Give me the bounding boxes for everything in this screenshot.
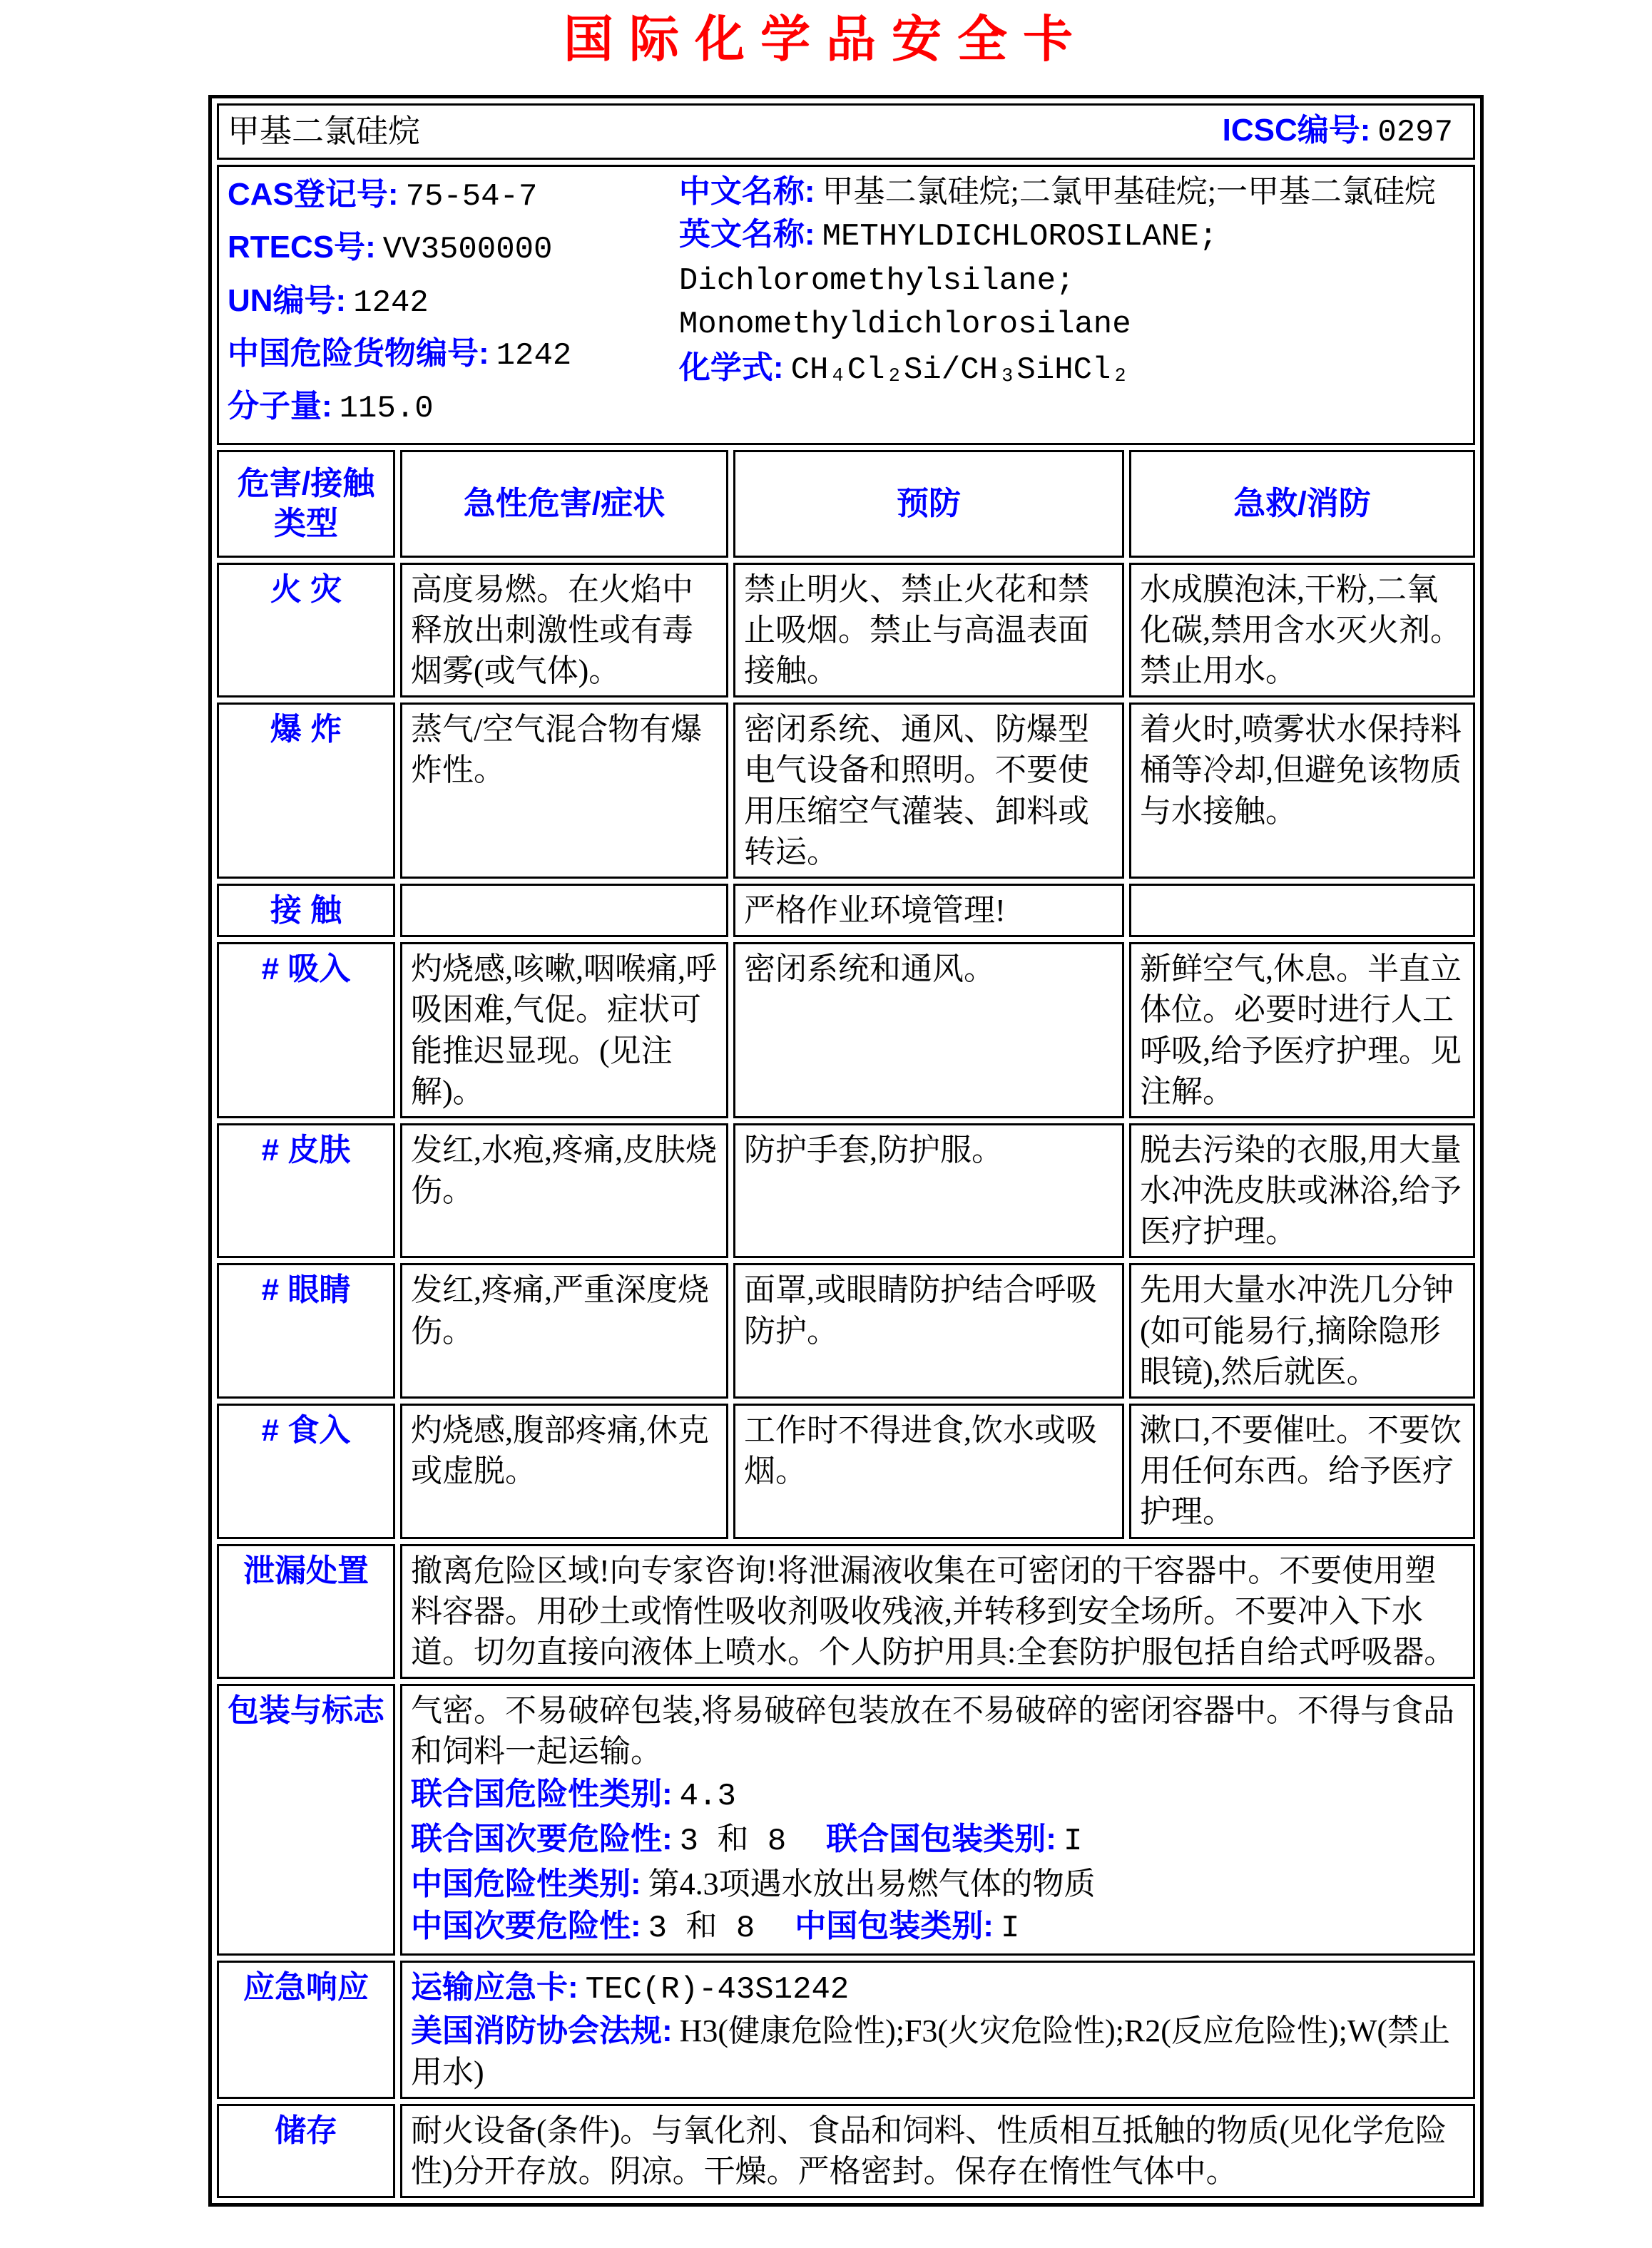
un-label: UN编号: — [228, 282, 347, 318]
ingestion-firstaid-cell: 漱口,不要催吐。不要饮用任何东西。给予医疗护理。 — [1129, 1404, 1475, 1539]
packaging-row — [217, 1684, 1475, 1956]
formula-line — [679, 347, 1464, 391]
hazard-row-skin — [217, 1123, 1475, 1259]
molweight-label: 分子量: — [228, 388, 332, 424]
identification-cell — [217, 165, 1475, 445]
un-subrisk-label: 联合国次要危险性: — [411, 1821, 673, 1856]
inhalation-prevention-cell: 密闭系统和通风。 — [733, 942, 1124, 1118]
hazard-header-row — [217, 450, 1475, 558]
un-subrisk-value: 3 和 8 — [679, 1823, 787, 1859]
exposure-type-label: 接 触 — [217, 884, 395, 937]
chinese-name-label: 中文名称: — [678, 174, 815, 210]
hazard-row-fire — [217, 563, 1475, 698]
substance-header-cell — [217, 103, 1475, 160]
hazard-header-firstaid: 急救/消防 — [1129, 450, 1475, 558]
eyes-symptoms-cell: 发红,疼痛,严重深度烧伤。 — [400, 1263, 728, 1399]
spill-row — [217, 1544, 1475, 1680]
substance-name: 甲基二氯硅烷 — [228, 113, 421, 150]
ingestion-type-label: # 食入 — [217, 1404, 395, 1539]
icsc-card-table — [208, 95, 1484, 2207]
transport-card-line — [411, 1967, 1464, 2011]
explosion-firstaid-cell: 着火时,喷雾状水保持料桶等冷却,但避免该物质与水接触。 — [1129, 702, 1475, 879]
nfpa-line — [411, 2011, 1464, 2092]
icsc-number — [1223, 110, 1464, 153]
chemical-names — [679, 171, 1464, 439]
packaging-line-un-subrisk — [411, 1819, 1464, 1862]
un-hazard-class-value: 4.3 — [679, 1778, 736, 1814]
skin-firstaid-cell: 脱去污染的衣服,用大量水冲洗皮肤或淋浴,给予医疗护理。 — [1129, 1123, 1475, 1259]
nfpa-value: H3(健康危险性);F3(火灾危险性);R2(反应危险性);W(禁止用水) — [411, 2013, 1451, 2090]
cas-label: CAS登记号: — [228, 177, 399, 213]
packaging-line-china-class — [411, 1864, 1464, 1904]
transport-card-value: TEC(R)-43S1242 — [585, 1972, 850, 2008]
spill-text-cell: 撤离危险区域!向专家咨询!将泄漏液收集在可密闭的干容器中。不要使用塑料容器。用砂土或惰性吸收剂吸收残液,并转移到安全场所。不要冲入下水道。切勿直接向液体上喷水。个人防护用具:全套防护服包括自给式呼吸器。 — [400, 1544, 1475, 1680]
storage-label: 储存 — [217, 2104, 395, 2198]
page-title: 国际化学品安全卡 — [564, 11, 1088, 67]
china-subrisk-label: 中国次要危险性: — [411, 1909, 641, 1944]
eyes-firstaid-cell: 先用大量水冲洗几分钟(如可能易行,摘除隐形眼镜),然后就医。 — [1129, 1263, 1475, 1399]
china-dg-value: 1242 — [496, 337, 572, 374]
skin-prevention-cell: 防护手套,防护服。 — [733, 1123, 1124, 1259]
spill-label: 泄漏处置 — [217, 1544, 395, 1680]
identifier-row-china-dg — [228, 333, 679, 377]
hazard-row-inhalation — [217, 942, 1475, 1118]
english-name-value: METHYLDICHLOROSILANE; Dichloromethylsilane; Monomethyldichlorosilane — [678, 219, 1218, 342]
packaging-line-un-class — [411, 1774, 1464, 1817]
inhalation-firstaid-cell: 新鲜空气,休息。半直立体位。必要时进行人工呼吸,给予医疗护理。见注解。 — [1129, 942, 1475, 1118]
explosion-symptoms-cell: 蒸气/空气混合物有爆炸性。 — [400, 702, 728, 879]
china-subrisk-value: 3 和 8 — [648, 1911, 755, 1947]
inhalation-type-label: # 吸入 — [217, 942, 395, 1118]
china-pack-group-value: I — [1000, 1911, 1020, 1947]
hazard-row-explosion — [217, 702, 1475, 879]
ingestion-prevention-cell: 工作时不得进食,饮水或吸烟。 — [733, 1404, 1124, 1539]
chinese-name-line — [679, 171, 1464, 212]
ingestion-symptoms-cell: 灼烧感,腹部疼痛,休克或虚脱。 — [400, 1404, 728, 1539]
inhalation-symptoms-cell: 灼烧感,咳嗽,咽喉痛,呼吸困难,气促。症状可能推迟显现。(见注解)。 — [400, 942, 728, 1118]
explosion-prevention-cell: 密闭系统、通风、防爆型电气设备和照明。不要使用压缩空气灌装、卸料或转运。 — [733, 702, 1124, 879]
icsc-number-label: ICSC编号: — [1222, 113, 1371, 148]
explosion-type-label: 爆 炸 — [217, 702, 395, 879]
packaging-line-china-subrisk — [411, 1906, 1464, 1949]
molweight-value: 115.0 — [339, 390, 434, 426]
un-value: 1242 — [353, 285, 429, 321]
china-dg-label: 中国危险货物编号: — [228, 335, 489, 371]
nfpa-label: 美国消防协会法规: — [411, 2013, 673, 2049]
skin-type-label: # 皮肤 — [217, 1123, 395, 1259]
formula-label: 化学式: — [678, 349, 784, 385]
china-pack-group-label: 中国包装类别: — [795, 1909, 994, 1944]
identifier-row-molweight — [228, 386, 679, 429]
formula-value: CH₄Cl₂Si/CH₃SiHCl₂ — [790, 352, 1130, 388]
transport-card-label: 运输应急卡: — [411, 1970, 578, 2006]
hazard-header-type: 危害/接触类型 — [217, 450, 395, 558]
hazard-row-ingestion — [217, 1404, 1475, 1539]
english-name-label: 英文名称: — [678, 217, 815, 252]
hazard-header-prevention: 预防 — [733, 450, 1124, 558]
identification-row — [217, 165, 1475, 445]
un-pack-group-value: I — [1063, 1823, 1083, 1859]
un-pack-group-label: 联合国包装类别: — [826, 1821, 1056, 1856]
cas-value: 75-54-7 — [405, 179, 538, 215]
icsc-number-value: 0297 — [1377, 115, 1453, 150]
hazard-header-symptoms: 急性危害/症状 — [400, 450, 728, 558]
storage-row — [217, 2104, 1475, 2198]
fire-prevention-cell: 禁止明火、禁止火花和禁止吸烟。禁止与高温表面接触。 — [733, 563, 1124, 698]
identifier-list — [228, 171, 679, 439]
un-hazard-class-label: 联合国危险性类别: — [411, 1776, 673, 1812]
hazard-row-eyes — [217, 1263, 1475, 1399]
english-name-line — [679, 214, 1464, 345]
china-hazard-class-value: 第4.3项遇水放出易燃气体的物质 — [648, 1866, 1096, 1901]
hazard-row-exposure — [217, 884, 1475, 937]
eyes-prevention-cell: 面罩,或眼睛防护结合呼吸防护。 — [733, 1263, 1124, 1399]
identifier-row-un — [228, 280, 679, 324]
eyes-type-label: # 眼睛 — [217, 1263, 395, 1399]
identifier-row-cas — [228, 174, 679, 218]
emergency-label: 应急响应 — [217, 1961, 395, 2099]
packaging-content-cell — [400, 1684, 1475, 1956]
emergency-row — [217, 1961, 1475, 2099]
exposure-symptoms-cell — [400, 884, 728, 937]
packaging-label: 包装与标志 — [217, 1684, 395, 1956]
rtecs-value: VV3500000 — [382, 232, 553, 268]
packaging-intro: 气密。不易破碎包装,将易破碎包装放在不易破碎的密闭容器中。不得与食品和饲料一起运输。 — [411, 1693, 1454, 1769]
china-hazard-class-label: 中国危险性类别: — [411, 1866, 641, 1901]
exposure-firstaid-cell — [1129, 884, 1475, 937]
substance-header-row — [217, 103, 1475, 160]
emergency-content-cell — [400, 1961, 1475, 2099]
fire-type-label: 火 灾 — [217, 563, 395, 698]
identifier-row-rtecs — [228, 227, 679, 270]
exposure-prevention-cell: 严格作业环境管理! — [733, 884, 1124, 937]
rtecs-label: RTECS号: — [228, 230, 376, 265]
chinese-name-value: 甲基二氯硅烷;二氯甲基硅烷;一甲基二氯硅烷 — [822, 174, 1437, 210]
storage-text-cell: 耐火设备(条件)。与氧化剂、食品和饲料、性质相互抵触的物质(见化学危险性)分开存放。阴凉。干燥。严格密封。保存在惰性气体中。 — [400, 2104, 1475, 2198]
skin-symptoms-cell: 发红,水疱,疼痛,皮肤烧伤。 — [400, 1123, 728, 1259]
fire-symptoms-cell: 高度易燃。在火焰中释放出刺激性或有毒烟雾(或气体)。 — [400, 563, 728, 698]
fire-firstaid-cell: 水成膜泡沫,干粉,二氧化碳,禁用含水灭火剂。禁止用水。 — [1129, 563, 1475, 698]
